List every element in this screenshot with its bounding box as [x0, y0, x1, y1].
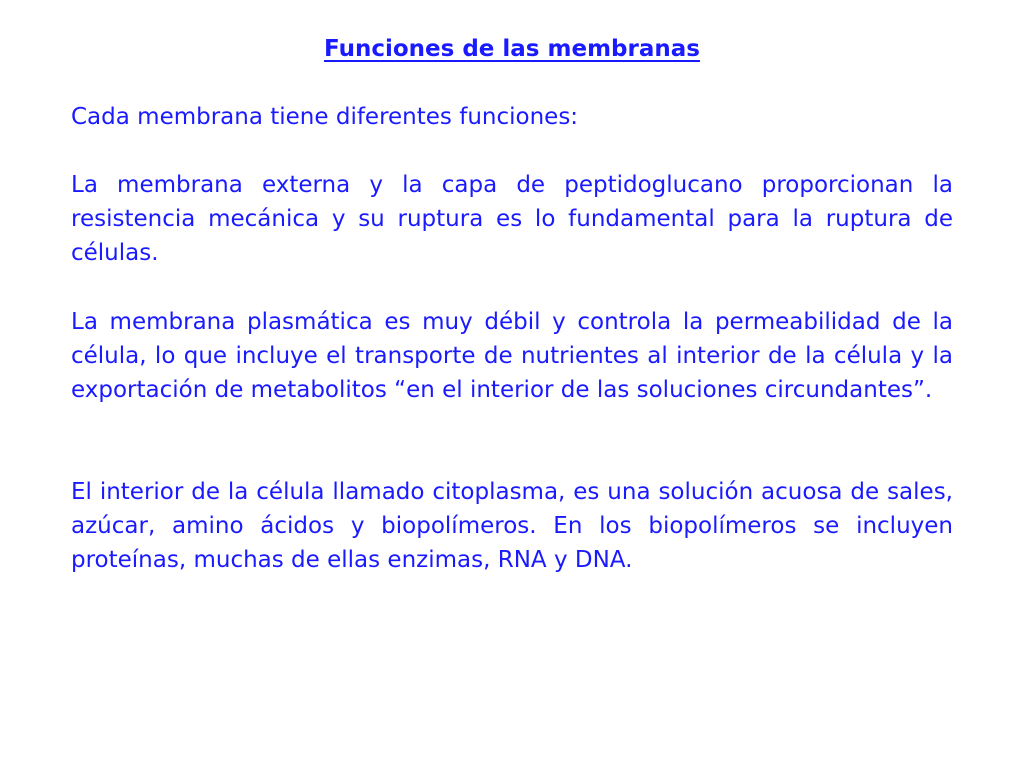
slide-title: Funciones de las membranas	[324, 36, 700, 62]
paragraph-plasma-membrane: La membrana plasmática es muy débil y controla la permeabilidad de la célula, lo que incluye el transporte de nutrientes al interior de la célula y la exportación de metabolitos “en el interior de las soluciones circundantes”.	[71, 309, 953, 403]
paragraph-cytoplasm: El interior de la célula llamado citoplasma, es una solución acuosa de sales, azúcar, amino ácidos y biopolímeros. En los biopolímeros se incluyen proteínas, muchas de ellas enzimas, RNA y DNA.	[71, 479, 953, 573]
intro-text: Cada membrana tiene diferentes funciones:	[71, 104, 579, 130]
paragraph-outer-membrane: La membrana externa y la capa de peptidoglucano proporcionan la resistencia mecánica y su ruptura es lo fundamental para la ruptura de células.	[71, 172, 953, 266]
